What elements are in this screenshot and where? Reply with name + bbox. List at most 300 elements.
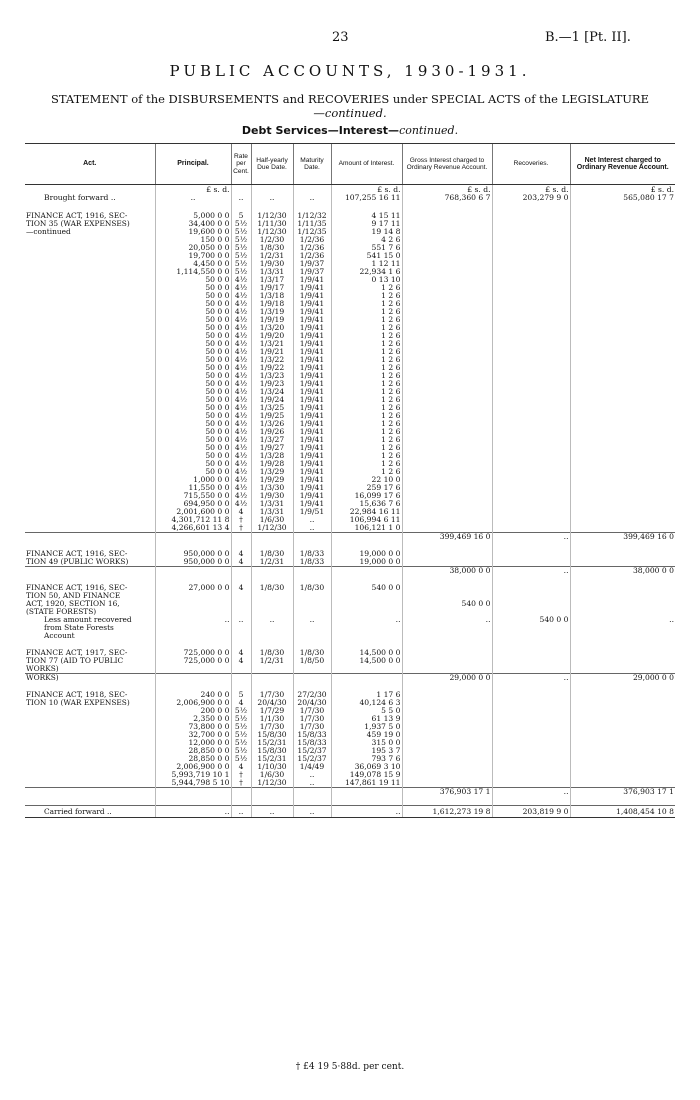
rate-cell: 5	[231, 212, 251, 220]
subtitle-main: Debt Services—Interest—	[241, 124, 400, 137]
net-cell	[570, 707, 675, 715]
maturity-cell	[293, 632, 331, 640]
dots: ..	[155, 194, 231, 202]
gross-cell	[402, 584, 492, 592]
subtitle-continued: continued.	[399, 124, 459, 137]
principal-cell	[155, 624, 231, 632]
rate-cell: 5	[231, 691, 251, 699]
half-yearly-cell: 1/1/30	[251, 715, 293, 723]
rate-cell: †	[231, 771, 251, 779]
principal-cell: 50 0 0	[155, 284, 231, 292]
amount-cell: 1 2 6	[331, 452, 402, 460]
recoveries-cell	[492, 276, 570, 284]
half-yearly-cell: 1/12/30	[251, 779, 293, 788]
recoveries-cell	[492, 372, 570, 380]
act-cell	[25, 372, 155, 380]
net-cell	[570, 372, 675, 380]
amount-cell	[331, 533, 402, 542]
gross-cell	[402, 657, 492, 665]
brought-forward-label: Brought forward ..	[44, 194, 116, 202]
table-row	[25, 500, 675, 508]
recoveries-cell: 203,819 9 0	[492, 806, 570, 818]
net-cell	[570, 452, 675, 460]
table-row	[25, 707, 675, 715]
net-cell	[570, 657, 675, 665]
rate-cell: 4	[231, 508, 251, 516]
amount-cell: 1 12 11	[331, 260, 402, 268]
half-yearly-cell: ..	[251, 616, 293, 624]
principal-cell: 2,006,900 0 0	[155, 699, 231, 707]
amount-cell: 1 2 6	[331, 356, 402, 364]
rate-cell: 4½	[231, 484, 251, 492]
half-yearly-cell	[251, 575, 293, 584]
recoveries-cell	[492, 524, 570, 533]
net-cell: 38,000 0 0	[570, 567, 675, 576]
gross-cell	[402, 468, 492, 476]
table-row	[25, 396, 675, 404]
half-yearly-cell: 1/3/22	[251, 356, 293, 364]
act-cell	[25, 420, 155, 428]
act-cell	[25, 632, 155, 640]
net-cell: ..	[570, 616, 675, 624]
statement-line: STATEMENT of the DISBURSEMENTS and RECOVERIES under SPECIAL ACTS of the LEGISLATURE	[51, 92, 649, 106]
gross-cell	[402, 396, 492, 404]
net-cell	[570, 484, 675, 492]
recoveries-cell	[492, 228, 570, 236]
recoveries-cell	[492, 268, 570, 276]
principal-cell: 4,266,601 13 4	[155, 524, 231, 533]
act-cell	[25, 364, 155, 372]
act-cell	[25, 228, 155, 236]
half-yearly-cell: 1/2/31	[251, 657, 293, 665]
rate-cell: 5½	[231, 739, 251, 747]
recoveries-cell	[492, 723, 570, 731]
maturity-cell: 1/9/41	[293, 484, 331, 492]
amount-cell	[331, 788, 402, 797]
recoveries-cell	[492, 300, 570, 308]
recoveries-cell	[492, 508, 570, 516]
table-row	[25, 584, 675, 592]
principal-cell	[155, 608, 231, 616]
gross-cell	[402, 228, 492, 236]
amount-cell: 1 2 6	[331, 316, 402, 324]
rate-cell: 4	[231, 699, 251, 707]
act-cell	[25, 460, 155, 468]
principal-cell: 50 0 0	[155, 364, 231, 372]
maturity-cell: 1/9/41	[293, 340, 331, 348]
principal-cell: 50 0 0	[155, 420, 231, 428]
net-cell	[570, 332, 675, 340]
net-cell	[570, 592, 675, 600]
act-label: TION 77 (AID TO PUBLIC	[26, 656, 124, 665]
amount-cell: 16,099 17 6	[331, 492, 402, 500]
act-label: FINANCE ACT, 1916, SEC-	[26, 549, 128, 558]
half-yearly-cell: 1/3/31	[251, 500, 293, 508]
table-row	[25, 616, 675, 624]
half-yearly-cell: 1/9/28	[251, 460, 293, 468]
half-yearly-cell: 1/3/28	[251, 452, 293, 460]
gross-cell	[402, 484, 492, 492]
principal-cell: 725,000 0 0	[155, 649, 231, 657]
amount-cell	[331, 567, 402, 576]
spacer-row	[25, 796, 675, 806]
recoveries-cell	[492, 771, 570, 779]
maturity-cell: 1/9/41	[293, 404, 331, 412]
act-cell	[25, 699, 155, 707]
bf-gross: 768,360 6 7	[402, 194, 492, 202]
principal-cell: 50 0 0	[155, 428, 231, 436]
act-cell	[25, 300, 155, 308]
net-cell	[570, 340, 675, 348]
table-row	[25, 420, 675, 428]
act-cell	[25, 788, 155, 797]
principal-cell: 27,000 0 0	[155, 584, 231, 592]
act-label: FINANCE ACT, 1916, SEC-	[26, 211, 128, 220]
rate-cell: 4½	[231, 276, 251, 284]
principal-cell: 2,006,900 0 0	[155, 763, 231, 771]
recoveries-cell	[492, 649, 570, 657]
net-cell	[570, 404, 675, 412]
amount-cell: 5 5 0	[331, 707, 402, 715]
amount-cell: 40,124 6 3	[331, 699, 402, 707]
col-amount: Amount of Interest.	[331, 144, 402, 185]
act-label: Carried forward ..	[44, 806, 112, 816]
recoveries-cell	[492, 541, 570, 550]
maturity-cell: 1/9/41	[293, 412, 331, 420]
net-cell	[570, 715, 675, 723]
amount-cell: 22 10 0	[331, 476, 402, 484]
recoveries-cell	[492, 388, 570, 396]
net-cell	[570, 308, 675, 316]
recoveries-cell	[492, 412, 570, 420]
amount-cell: 1 2 6	[331, 372, 402, 380]
amount-cell: 1 2 6	[331, 404, 402, 412]
recoveries-cell	[492, 492, 570, 500]
amount-cell	[331, 682, 402, 691]
recoveries-cell	[492, 428, 570, 436]
rate-cell: †	[231, 516, 251, 524]
act-cell	[25, 524, 155, 533]
recoveries-cell	[492, 252, 570, 260]
half-yearly-cell: 1/8/30	[251, 649, 293, 657]
principal-cell	[155, 682, 231, 691]
principal-cell: 5,993,719 10 1	[155, 771, 231, 779]
col-net: Net Interest charged to Ordinary Revenue Account.	[570, 144, 675, 185]
gross-cell	[402, 212, 492, 220]
net-cell	[570, 796, 675, 806]
act-cell	[25, 396, 155, 404]
table-row	[25, 558, 675, 567]
recoveries-cell	[492, 665, 570, 674]
principal-cell: 2,001,600 0 0	[155, 508, 231, 516]
principal-cell: 50 0 0	[155, 444, 231, 452]
act-cell	[25, 731, 155, 739]
act-cell	[25, 476, 155, 484]
table-row	[25, 624, 675, 632]
net-cell	[570, 508, 675, 516]
amount-cell	[331, 575, 402, 584]
principal-cell: 5,944,798 5 10	[155, 779, 231, 788]
principal-cell	[155, 541, 231, 550]
rate-cell: 5½	[231, 260, 251, 268]
rate-cell: †	[231, 524, 251, 533]
gross-cell	[402, 356, 492, 364]
recoveries-cell	[492, 516, 570, 524]
gross-cell	[402, 276, 492, 284]
recoveries-cell	[492, 332, 570, 340]
act-cell	[25, 436, 155, 444]
table-row	[25, 332, 675, 340]
rate-cell: 4½	[231, 452, 251, 460]
rate-cell: ..	[231, 806, 251, 818]
dots: ..	[251, 194, 293, 202]
principal-cell	[155, 592, 231, 600]
amount-cell: 1 2 6	[331, 292, 402, 300]
amount-cell: 793 7 6	[331, 755, 402, 763]
net-cell	[570, 324, 675, 332]
principal-cell: 28,850 0 0	[155, 755, 231, 763]
principal-cell: 50 0 0	[155, 436, 231, 444]
half-yearly-cell: 1/9/17	[251, 284, 293, 292]
half-yearly-cell: 15/2/31	[251, 755, 293, 763]
amount-cell	[331, 541, 402, 550]
principal-cell: 2,350 0 0	[155, 715, 231, 723]
maturity-cell	[293, 788, 331, 797]
gross-cell	[402, 372, 492, 380]
table-row	[25, 460, 675, 468]
section-subtitle	[0, 124, 700, 137]
maturity-cell: 1/9/41	[293, 460, 331, 468]
gross-cell	[402, 444, 492, 452]
rate-cell: 4½	[231, 404, 251, 412]
principal-cell	[155, 674, 231, 683]
amount-cell: 19,000 0 0	[331, 550, 402, 558]
rate-cell: 5½	[231, 228, 251, 236]
recoveries-cell	[492, 731, 570, 739]
act-cell	[25, 244, 155, 252]
act-cell	[25, 484, 155, 492]
maturity-cell: 1/7/30	[293, 723, 331, 731]
gross-cell	[402, 460, 492, 468]
recoveries-cell	[492, 796, 570, 806]
net-cell	[570, 292, 675, 300]
principal-cell: 50 0 0	[155, 412, 231, 420]
net-cell	[570, 316, 675, 324]
half-yearly-cell: 1/2/31	[251, 558, 293, 567]
gross-cell	[402, 516, 492, 524]
maturity-cell: 1/2/36	[293, 252, 331, 260]
rate-cell: 4½	[231, 412, 251, 420]
half-yearly-cell: 1/3/23	[251, 372, 293, 380]
act-label: FINANCE ACT, 1917, SEC-	[26, 648, 128, 657]
half-yearly-cell: 1/3/30	[251, 484, 293, 492]
act-label: FINANCE ACT, 1918, SEC-	[26, 690, 128, 699]
rate-cell: 4½	[231, 428, 251, 436]
recoveries-cell	[492, 484, 570, 492]
net-cell	[570, 300, 675, 308]
net-cell	[570, 476, 675, 484]
half-yearly-cell	[251, 592, 293, 600]
gross-cell	[402, 707, 492, 715]
act-label: FINANCE ACT, 1916, SEC-	[26, 583, 128, 592]
amount-cell	[331, 640, 402, 649]
act-cell	[25, 533, 155, 542]
amount-cell	[331, 674, 402, 683]
principal-cell	[155, 665, 231, 674]
recoveries-cell	[492, 324, 570, 332]
net-cell	[570, 444, 675, 452]
principal-cell: 50 0 0	[155, 292, 231, 300]
rate-cell: †	[231, 779, 251, 788]
net-cell	[570, 524, 675, 533]
rate-cell: 5½	[231, 268, 251, 276]
col-gross: Gross Interest charged to Ordinary Revenue Account.	[402, 144, 492, 185]
gross-cell: 29,000 0 0	[402, 674, 492, 683]
half-yearly-cell: 1/9/18	[251, 300, 293, 308]
half-yearly-cell	[251, 567, 293, 576]
maturity-cell	[293, 682, 331, 691]
half-yearly-cell: 1/9/26	[251, 428, 293, 436]
maturity-cell: 1/8/30	[293, 584, 331, 592]
recoveries-cell	[492, 715, 570, 723]
table-row	[25, 492, 675, 500]
principal-cell: 50 0 0	[155, 468, 231, 476]
unit-gross: £ s. d.	[402, 185, 492, 195]
table-row	[25, 284, 675, 292]
half-yearly-cell: 1/7/29	[251, 707, 293, 715]
recoveries-cell	[492, 316, 570, 324]
table-row	[25, 452, 675, 460]
rate-cell: 4½	[231, 332, 251, 340]
principal-cell: 1,114,550 0 0	[155, 268, 231, 276]
table-row	[25, 428, 675, 436]
maturity-cell	[293, 624, 331, 632]
maturity-cell: 1/9/41	[293, 300, 331, 308]
half-yearly-cell: 1/8/30	[251, 244, 293, 252]
maturity-cell: 15/2/37	[293, 755, 331, 763]
principal-cell: 50 0 0	[155, 388, 231, 396]
recoveries-cell	[492, 404, 570, 412]
half-yearly-cell	[251, 682, 293, 691]
gross-cell	[402, 682, 492, 691]
net-cell	[570, 558, 675, 567]
half-yearly-cell: ..	[251, 806, 293, 818]
gross-cell	[402, 364, 492, 372]
net-cell	[570, 731, 675, 739]
gross-cell	[402, 608, 492, 616]
recoveries-cell	[492, 550, 570, 558]
principal-cell: 19,700 0 0	[155, 252, 231, 260]
gross-cell	[402, 715, 492, 723]
half-yearly-cell: 15/8/30	[251, 731, 293, 739]
recoveries-cell	[492, 657, 570, 665]
table-row	[25, 665, 675, 674]
act-cell	[25, 348, 155, 356]
maturity-cell: 1/9/41	[293, 324, 331, 332]
carried-forward-row	[25, 806, 675, 818]
half-yearly-cell	[251, 788, 293, 797]
gross-cell	[402, 492, 492, 500]
rate-cell: 4½	[231, 348, 251, 356]
rate-cell	[231, 567, 251, 576]
act-cell	[25, 332, 155, 340]
col-act: Act.	[25, 144, 155, 185]
net-cell	[570, 682, 675, 691]
footnote: † £4 19 5·88d. per cent.	[295, 1062, 405, 1072]
rate-cell: 4½	[231, 356, 251, 364]
gross-cell	[402, 340, 492, 348]
gross-cell	[402, 428, 492, 436]
principal-cell	[155, 575, 231, 584]
net-cell	[570, 284, 675, 292]
amount-cell	[331, 600, 402, 608]
rate-cell	[231, 592, 251, 600]
table-row	[25, 600, 675, 608]
maturity-cell: 1/8/33	[293, 550, 331, 558]
principal-cell: 50 0 0	[155, 308, 231, 316]
amount-cell: 1 2 6	[331, 428, 402, 436]
rate-cell: 4	[231, 550, 251, 558]
table-row	[25, 699, 675, 707]
rate-cell	[231, 608, 251, 616]
act-label: WORKS)	[26, 673, 59, 682]
half-yearly-cell: 1/7/30	[251, 723, 293, 731]
recoveries-cell	[492, 584, 570, 592]
act-cell	[25, 428, 155, 436]
rate-cell: 4½	[231, 396, 251, 404]
rate-cell: 4½	[231, 500, 251, 508]
maturity-cell: 20/4/30	[293, 699, 331, 707]
maturity-cell: 27/2/30	[293, 691, 331, 699]
unit-net: £ s. d.	[570, 185, 675, 195]
gross-cell	[402, 699, 492, 707]
half-yearly-cell: 1/8/30	[251, 550, 293, 558]
table-row	[25, 657, 675, 665]
maturity-cell: ..	[293, 806, 331, 818]
maturity-cell	[293, 796, 331, 806]
principal-cell: 50 0 0	[155, 324, 231, 332]
bf-net: 565,080 17 7	[570, 194, 675, 202]
recoveries-cell	[492, 763, 570, 771]
net-cell	[570, 260, 675, 268]
maturity-cell: 1/9/41	[293, 356, 331, 364]
maturity-cell	[293, 533, 331, 542]
maturity-cell: ..	[293, 779, 331, 788]
recoveries-cell	[492, 308, 570, 316]
act-cell	[25, 516, 155, 524]
half-yearly-cell: 1/9/30	[251, 260, 293, 268]
half-yearly-cell	[251, 533, 293, 542]
table-row	[25, 324, 675, 332]
net-cell	[570, 492, 675, 500]
table-row	[25, 276, 675, 284]
act-cell	[25, 236, 155, 244]
rate-cell: 4½	[231, 364, 251, 372]
table-row	[25, 484, 675, 492]
half-yearly-cell: 1/3/26	[251, 420, 293, 428]
maturity-cell: 1/2/36	[293, 236, 331, 244]
recoveries-cell	[492, 364, 570, 372]
principal-cell: 200 0 0	[155, 707, 231, 715]
col-maturity: Maturity Date.	[293, 144, 331, 185]
rate-cell: ..	[231, 616, 251, 624]
net-cell	[570, 412, 675, 420]
act-cell	[25, 356, 155, 364]
rate-cell: 4½	[231, 388, 251, 396]
half-yearly-cell: 1/3/24	[251, 388, 293, 396]
act-cell	[25, 492, 155, 500]
principal-cell	[155, 632, 231, 640]
